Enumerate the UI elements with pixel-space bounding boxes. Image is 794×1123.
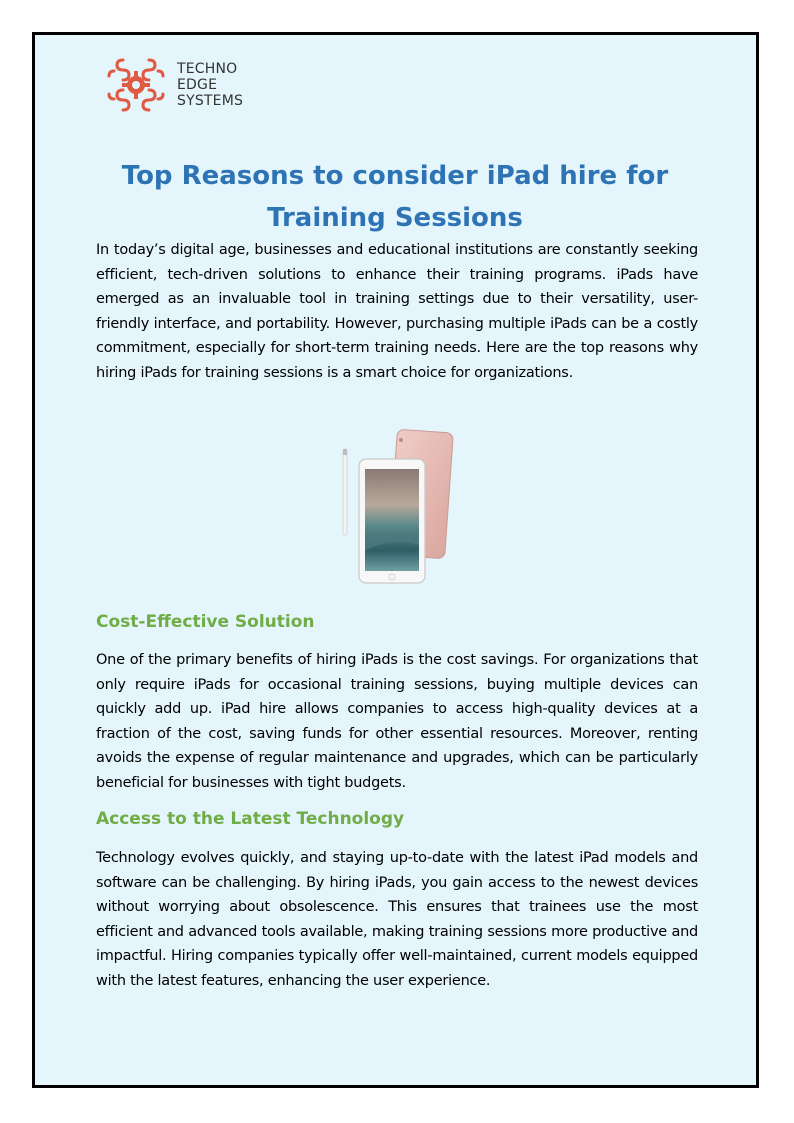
- company-logo: [103, 52, 243, 118]
- section-heading-technology: Access to the Latest Technology: [96, 809, 405, 829]
- page-frame: [32, 32, 759, 1088]
- logo-line-3: SYSTEMS: [177, 93, 244, 109]
- ipad-image: [335, 427, 455, 587]
- title-line-1: Top Reasons to consider iPad hire for: [121, 161, 669, 191]
- section-heading-cost: Cost-Effective Solution: [96, 612, 315, 632]
- logo-wordmark: [177, 61, 243, 109]
- section-body-cost: One of the primary benefits of hiring iPads is the cost savings. For organizations that only require iPads for occasional training sessions, buying multiple devices can quickly add up. iPad hire allows companies to access high-quality devices at a fraction of the cost, saving funds for other essential resources. Moreover, renting avoids the expense of regular maintenance and upgrades, which can be particularly beneficial for businesses with tight budgets.: [96, 652, 698, 791]
- section-body-technology: Technology evolves quickly, and staying up-to-date with the latest iPad models and software can be challenging. By hiring iPads, you gain access to the newest devices without worrying about obsolescence. This ensures that trainees use the most efficient and advanced tools available, making training sessions more productive and impactful. Hiring companies typically offer well-maintained, current models equipped with the latest features, enhancing the user experience.: [96, 850, 698, 989]
- logo-line-1: TECHNO: [177, 61, 238, 77]
- gear-logo-icon: [103, 52, 169, 118]
- title-line-2: Training Sessions: [267, 203, 523, 233]
- page-title: [95, 155, 695, 239]
- intro-paragraph: In today’s digital age, businesses and educational institutions are constantly seeking efficient, tech-driven solutions to enhance their training programs. iPads have emerged as an invaluable tool in training settings due to their versatility, user-friendly interface, and portability. However, purchasing multiple iPads can be a costly commitment, especially for short-term training needs. Here are the top reasons why hiring iPads for training sessions is a smart choice for organizations.: [96, 242, 698, 381]
- logo-line-2: EDGE: [177, 77, 218, 93]
